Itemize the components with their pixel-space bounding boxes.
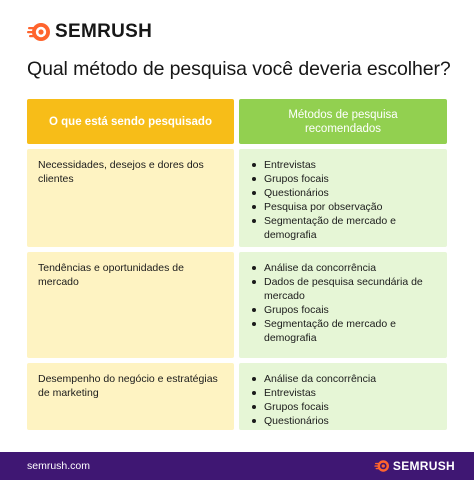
list-item: Pesquisa por observação xyxy=(250,200,436,214)
semrush-flame-icon xyxy=(374,459,390,473)
bullet-icon xyxy=(252,219,256,223)
row-topic: Desempenho do negócio e estratégias de marketing xyxy=(27,363,234,430)
bullet-icon xyxy=(252,377,256,381)
bullet-icon xyxy=(252,280,256,284)
methods-list xyxy=(250,261,436,345)
table-row xyxy=(27,252,447,358)
bullet-icon xyxy=(252,191,256,195)
list-item: Análise da concorrência xyxy=(250,372,436,386)
list-item: Grupos focais xyxy=(250,303,436,317)
semrush-logo xyxy=(27,21,152,43)
list-item: Segmentação de mercado e demografia xyxy=(250,317,436,345)
footer-url[interactable]: semrush.com xyxy=(27,460,91,472)
list-item: Entrevistas xyxy=(250,386,436,400)
semrush-flame-icon xyxy=(27,21,51,43)
list-item: Segmentação de mercado e demografia xyxy=(250,214,436,242)
list-item: Questionários xyxy=(250,414,436,428)
table-row xyxy=(27,149,447,247)
list-item: Grupos focais xyxy=(250,400,436,414)
bullet-icon xyxy=(252,205,256,209)
row-topic: Tendências e oportunidades de mercado xyxy=(27,252,234,358)
list-item: Entrevistas xyxy=(250,158,436,172)
row-topic: Necessidades, desejos e dores dos clientes xyxy=(27,149,234,247)
footer-bar xyxy=(0,452,474,480)
bullet-icon xyxy=(252,177,256,181)
footer-logo xyxy=(374,459,455,473)
page-title: Qual método de pesquisa você deveria escolher? xyxy=(27,58,451,80)
row-methods xyxy=(239,149,447,247)
methods-list xyxy=(250,158,436,242)
bullet-icon xyxy=(252,405,256,409)
bullet-icon xyxy=(252,391,256,395)
bullet-icon xyxy=(252,163,256,167)
row-methods xyxy=(239,363,447,430)
table-header-row xyxy=(27,99,447,144)
comparison-table xyxy=(27,99,447,435)
bullet-icon xyxy=(252,419,256,423)
row-methods xyxy=(239,252,447,358)
list-item: Análise da concorrência xyxy=(250,261,436,275)
list-item: Grupos focais xyxy=(250,172,436,186)
methods-list xyxy=(250,372,436,428)
brand-name: SEMRUSH xyxy=(55,21,153,42)
list-item: Questionários xyxy=(250,186,436,200)
bullet-icon xyxy=(252,322,256,326)
footer-brand-name: SEMRUSH xyxy=(392,459,455,473)
header-methods: Métodos de pesquisa recomendados xyxy=(239,99,447,144)
bullet-icon xyxy=(252,308,256,312)
table-row xyxy=(27,363,447,430)
bullet-icon xyxy=(252,266,256,270)
header-researched: O que está sendo pesquisado xyxy=(27,99,234,144)
list-item: Dados de pesquisa secundária de mercado xyxy=(250,275,436,303)
